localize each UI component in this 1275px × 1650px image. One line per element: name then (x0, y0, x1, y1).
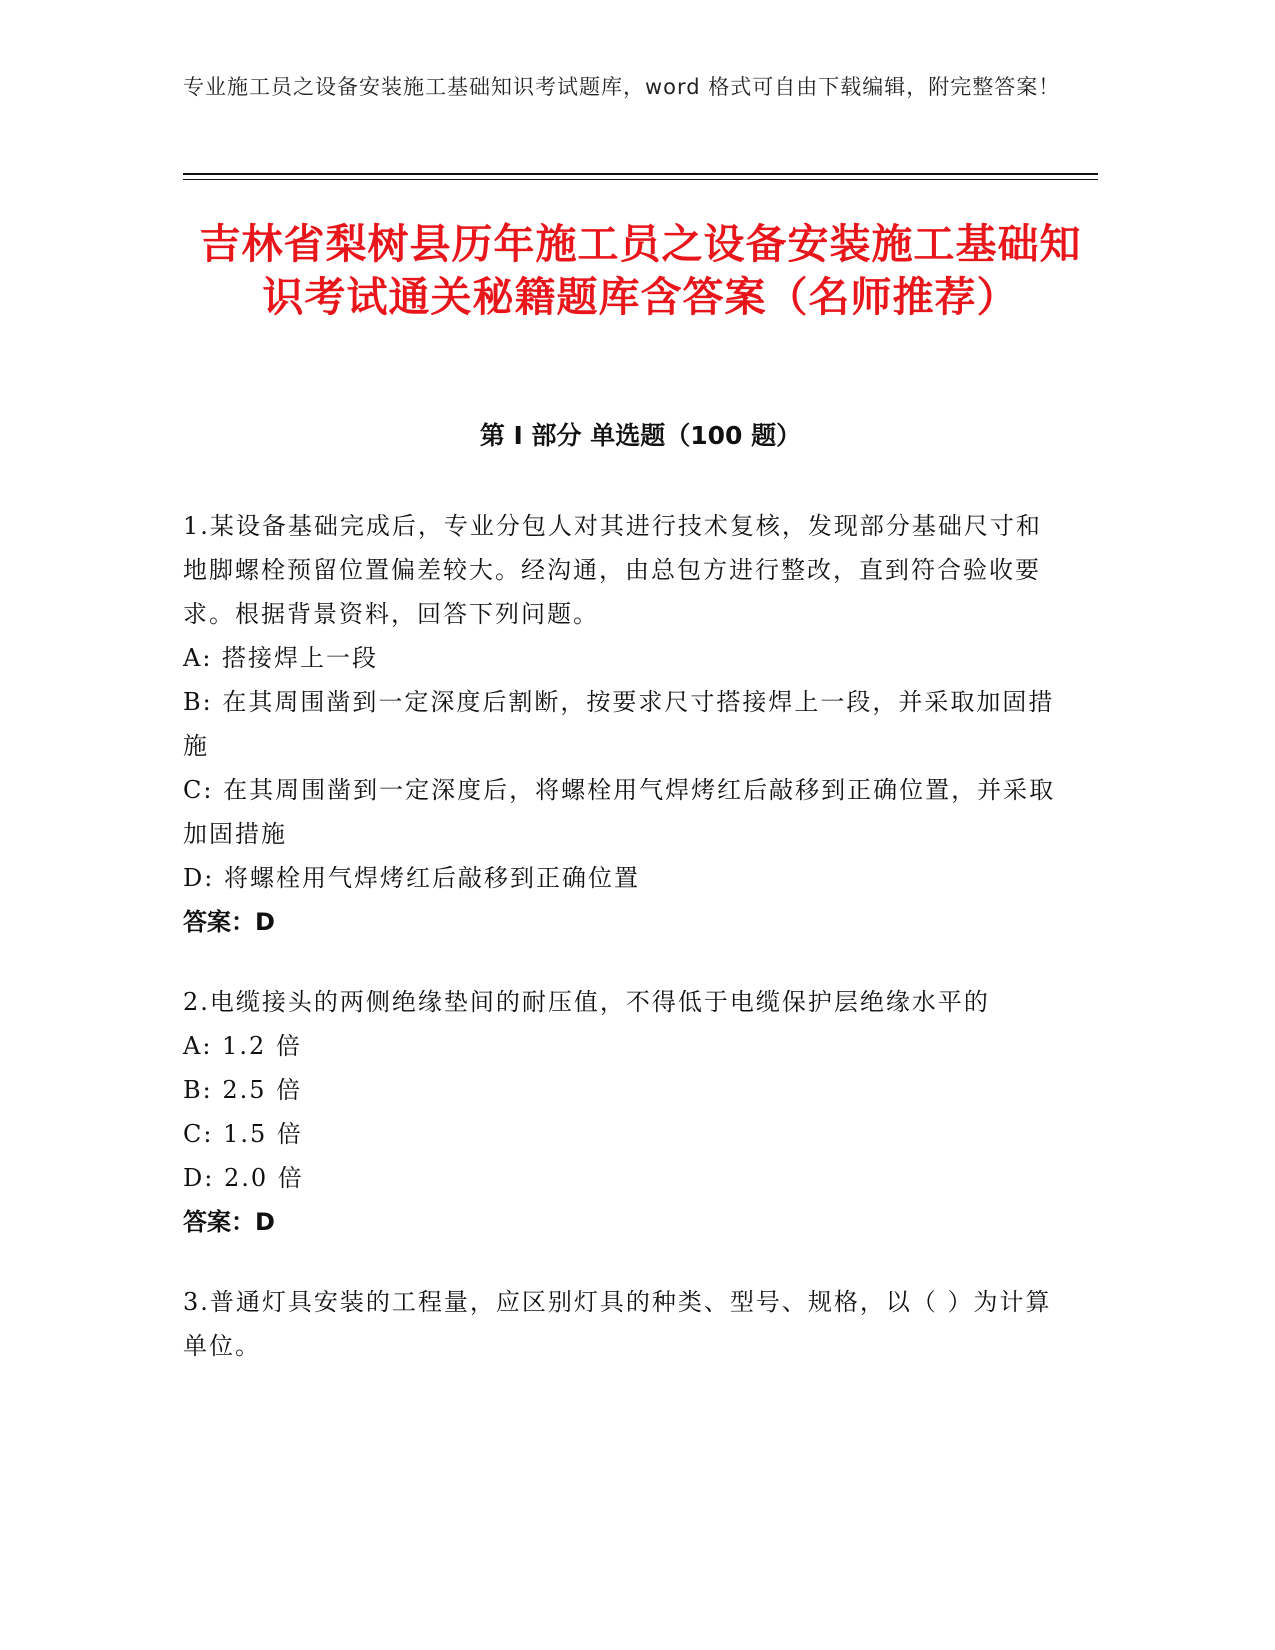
option-b: B: 在其周围凿到一定深度后割断，按要求尺寸搭接焊上一段，并采取加固措施 (183, 688, 1055, 760)
option-a: A: 1.2 倍 (183, 1032, 302, 1060)
question-list (183, 504, 1063, 1404)
header-divider-thin (183, 179, 1098, 180)
question-3 (183, 1280, 1063, 1368)
option-c: C: 1.5 倍 (183, 1120, 303, 1148)
question-stem: 2.电缆接头的两侧绝缘垫间的耐压值，不得低于电缆保护层绝缘水平的 (183, 988, 990, 1016)
header-note: 专业施工员之设备安装施工基础知识考试题库，word 格式可自由下载编辑，附完整答案！ (183, 75, 1061, 99)
question-stem: 3.普通灯具安装的工程量，应区别灯具的种类、型号、规格，以（ ）为计算单位。 (183, 1288, 1052, 1360)
option-a: A: 搭接焊上一段 (183, 644, 379, 672)
option-d: D: 2.0 倍 (183, 1164, 304, 1192)
question-stem: 1.某设备基础完成后，专业分包人对其进行技术复核，发现部分基础尺寸和地脚螺栓预留位置偏差较大。经沟通，由总包方进行整改，直到符合验收要求。根据背景资料，回答下列问题。 (183, 512, 1042, 628)
option-b: B: 2.5 倍 (183, 1076, 303, 1104)
question-2 (183, 980, 1063, 1244)
answer-line: 答案：D (183, 1208, 275, 1236)
option-c: C: 在其周围凿到一定深度后，将螺栓用气焊烤红后敲移到正确位置，并采取加固措施 (183, 776, 1056, 848)
question-1 (183, 504, 1063, 944)
header-divider-thick (183, 173, 1098, 175)
answer-line: 答案：D (183, 908, 275, 936)
document-title: 吉林省梨树县历年施工员之设备安装施工基础知识考试通关秘籍题库含答案（名师推荐） (199, 220, 1082, 321)
section-title: 第 I 部分 单选题（100 题） (479, 421, 802, 450)
option-d: D: 将螺栓用气焊烤红后敲移到正确位置 (183, 864, 640, 892)
